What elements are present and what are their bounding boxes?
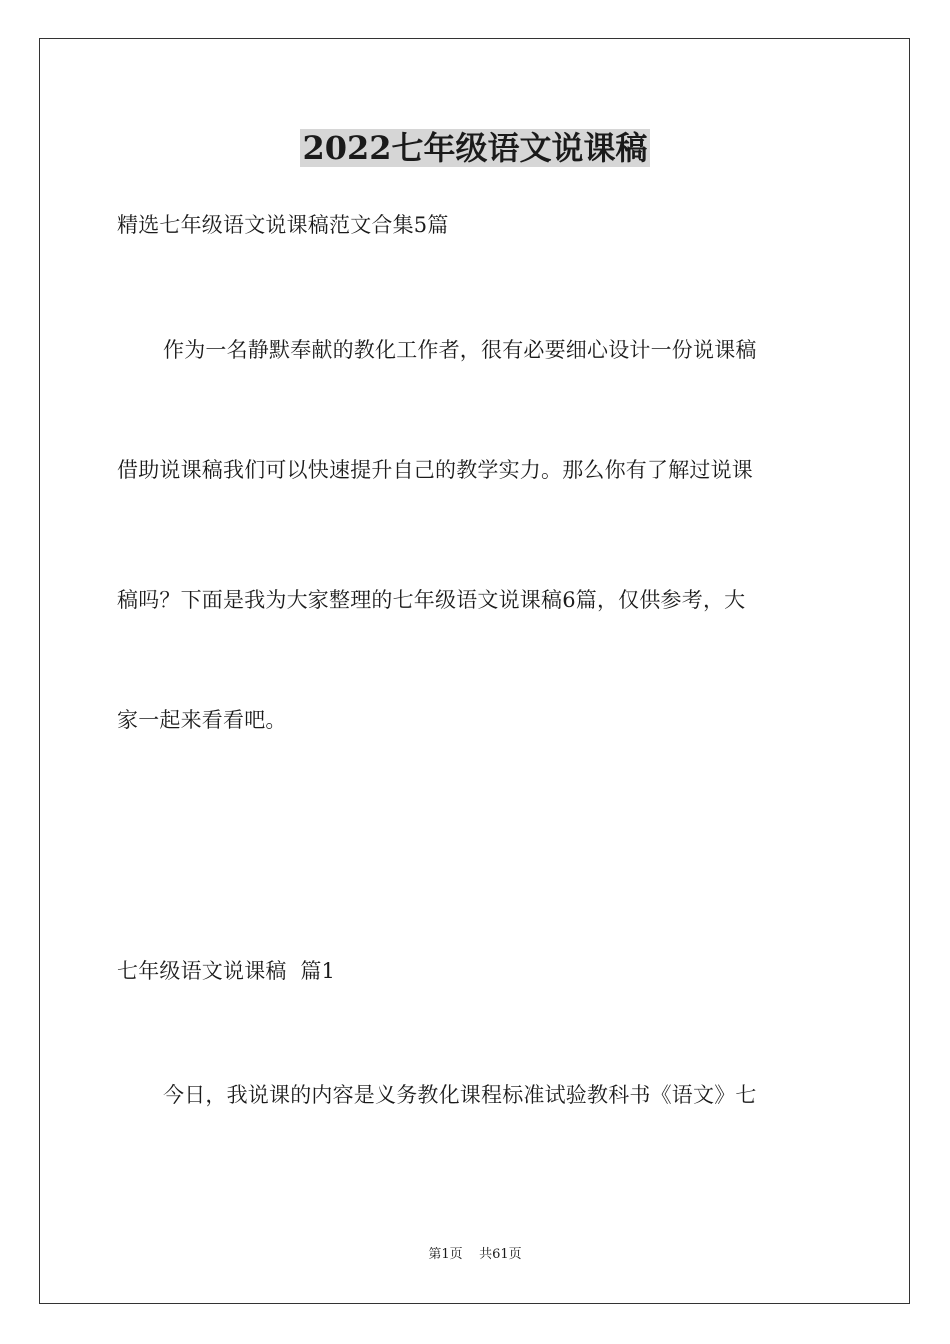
intro-line-4: 家一起来看看吧。 [117,708,287,732]
page-number-footer: 第1页 共61页 [428,1247,522,1262]
section-line-1: 今日，我说课的内容是义务教化课程标准试验教科书《语文》七 [163,1083,757,1107]
document-title [0,126,950,170]
document-title-text: 2022七年级语文说课稿 [302,129,648,167]
intro-line-3: 稿吗？下面是我为大家整理的七年级语文说课稿6篇，仅供参考，大 [117,588,746,612]
document-subtitle: 精选七年级语文说课稿范文合集5篇 [117,213,449,237]
intro-line-1: 作为一名静默奉献的教化工作者，很有必要细心设计一份说课稿 [163,338,757,362]
section-heading: 七年级语文说课稿 篇1 [117,959,336,983]
intro-line-2: 借助说课稿我们可以快速提升自己的教学实力。那么你有了解过说课 [117,458,753,482]
